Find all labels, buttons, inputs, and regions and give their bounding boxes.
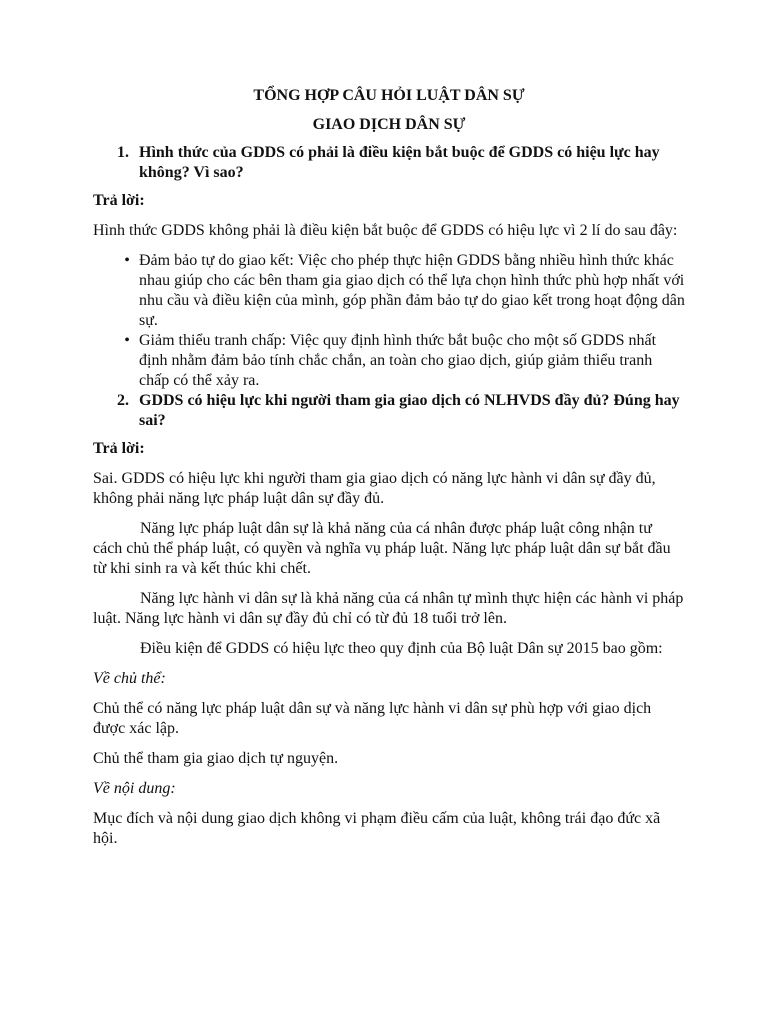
list-item xyxy=(93,251,685,331)
answer-2-paragraph-4: Điều kiện để GDDS có hiệu lực theo quy định của Bộ luật Dân sự 2015 bao gồm: xyxy=(140,640,663,657)
answer-2-paragraph-2: Năng lực pháp luật dân sự là khả năng của cá nhân được pháp luật công nhận tư cách chủ thể pháp luật, có quyền và nghĩa vụ pháp luật. Năng lực pháp luật dân sự bắt đầu từ khi sinh ra và kết thúc khi chết. xyxy=(93,520,671,577)
subject-heading: Về chủ thể: xyxy=(93,670,166,687)
subject-paragraph-2: Chủ thể tham gia giao dịch tự nguyện. xyxy=(93,750,339,767)
content-heading: Về nội dung: xyxy=(93,780,176,797)
document-body xyxy=(93,86,685,849)
question-2-number: 2. xyxy=(117,392,129,409)
document-title: TỔNG HỢP CÂU HỎI LUẬT DÂN SỰ xyxy=(253,87,525,104)
list-item xyxy=(93,331,685,391)
bullet-text: Đảm bảo tự do giao kết: Việc cho phép thực hiện GDDS bằng nhiều hình thức khác nhau giúp cho các bên tham gia giao dịch có thể lựa chọn hình thức phù hợp nhất với nhu cầu và điều kiện của mình, góp phần đảm bảo tự do giao kết trong hoạt động dân sự. xyxy=(139,252,685,329)
question-1-number: 1. xyxy=(117,144,129,161)
bullet-icon: • xyxy=(124,332,130,349)
answer-label-2: Trả lời: xyxy=(93,440,145,457)
answer-1-intro: Hình thức GDDS không phải là điều kiện bắt buộc để GDDS có hiệu lực vì 2 lí do sau đây: xyxy=(93,222,678,239)
content-paragraph-1: Mục đích và nội dung giao dịch không vi phạm điều cấm của luật, không trái đạo đức xã hội. xyxy=(93,810,661,847)
answer-label-1: Trả lời: xyxy=(93,192,145,209)
question-1-text: Hình thức của GDDS có phải là điều kiện bắt buộc để GDDS có hiệu lực hay không? Vì sao? xyxy=(139,144,660,181)
question-2-text: GDDS có hiệu lực khi người tham gia giao dịch có NLHVDS đầy đủ? Đúng hay sai? xyxy=(139,392,680,429)
document-subtitle: GIAO DỊCH DÂN SỰ xyxy=(312,116,466,133)
question-1 xyxy=(93,143,685,183)
answer-2-paragraph-3: Năng lực hành vi dân sự là khả năng của cá nhân tự mình thực hiện các hành vi pháp luật. Năng lực hành vi dân sự đầy đủ chỉ có từ đủ 18 tuổi trở lên. xyxy=(93,590,684,627)
bullet-icon: • xyxy=(124,252,130,269)
bullet-text: Giảm thiểu tranh chấp: Việc quy định hình thức bắt buộc cho một số GDDS nhất định nhằm đảm bảo tính chắc chắn, an toàn cho giao dịch, giúp giảm thiểu tranh chấp có thể xảy ra. xyxy=(139,332,657,389)
question-2 xyxy=(93,391,685,431)
subject-paragraph-1: Chủ thể có năng lực pháp luật dân sự và năng lực hành vi dân sự phù hợp với giao dịch được xác lập. xyxy=(93,700,652,737)
answer-2-paragraph-1: Sai. GDDS có hiệu lực khi người tham gia giao dịch có năng lực hành vi dân sự đầy đủ, không phải năng lực pháp luật dân sự đầy đủ. xyxy=(93,470,656,507)
answer-1-bullet-list xyxy=(93,251,685,391)
